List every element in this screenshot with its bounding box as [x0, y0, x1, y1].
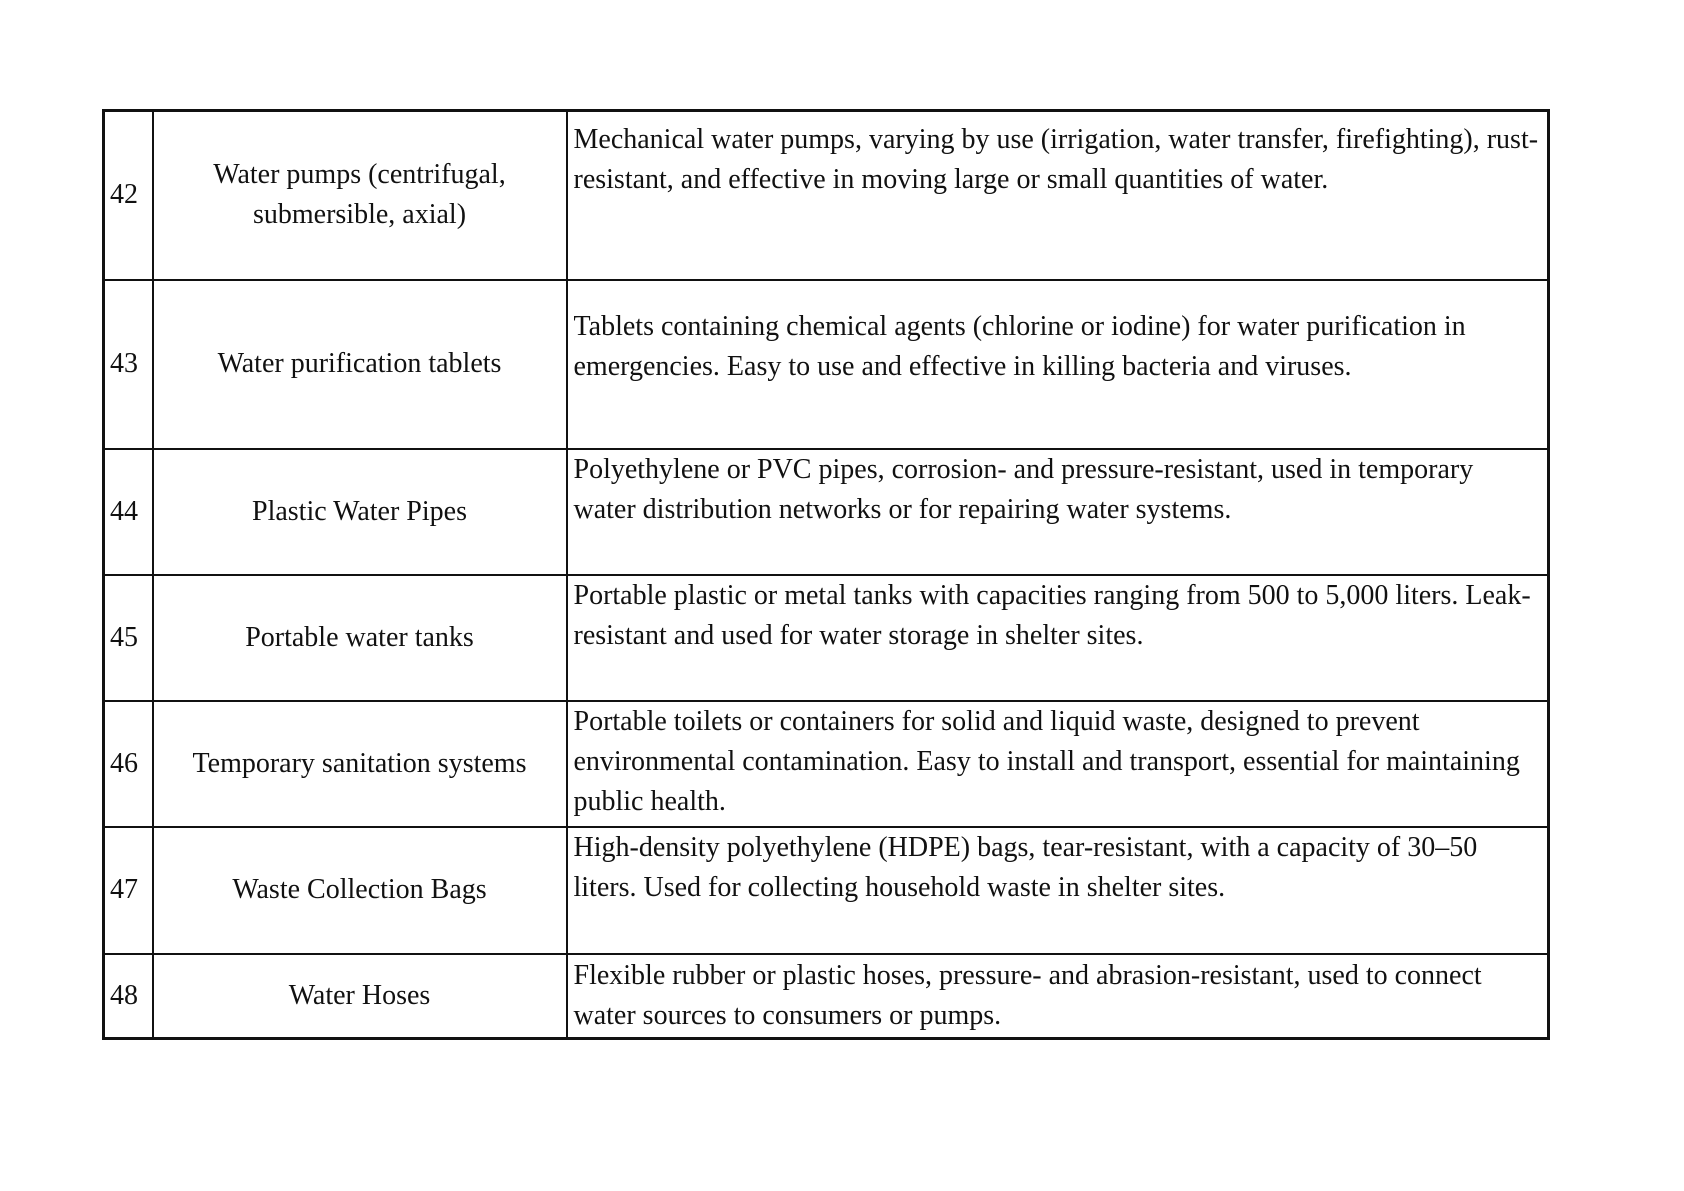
item-name: Water Hoses: [153, 954, 567, 1039]
item-description: Flexible rubber or plastic hoses, pressure- and abrasion-resistant, used to connect water sources to consumers or pumps.: [567, 954, 1549, 1039]
item-description: Portable toilets or containers for solid and liquid waste, designed to prevent environmental contamination. Easy to install and transport, essential for maintaining public health.: [567, 701, 1549, 827]
row-number: 43: [104, 280, 153, 449]
row-number: 48: [104, 954, 153, 1039]
item-description: High-density polyethylene (HDPE) bags, tear-resistant, with a capacity of 30–50 liters. Used for collecting household waste in shelter sites.: [567, 827, 1549, 954]
table-row: [104, 954, 1549, 1039]
row-number: 44: [104, 449, 153, 575]
item-name: Plastic Water Pipes: [153, 449, 567, 575]
table-row: [104, 111, 1549, 280]
table-row: [104, 575, 1549, 701]
row-number: 47: [104, 827, 153, 954]
item-name: Portable water tanks: [153, 575, 567, 701]
item-name: Water purification tablets: [153, 280, 567, 449]
item-description: Polyethylene or PVC pipes, corrosion- and pressure-resistant, used in temporary water distribution networks or for repairing water systems.: [567, 449, 1549, 575]
table-row: [104, 280, 1549, 449]
table-row: [104, 701, 1549, 827]
item-name: Water pumps (centrifugal, submersible, axial): [153, 111, 567, 280]
item-name: Waste Collection Bags: [153, 827, 567, 954]
row-number: 46: [104, 701, 153, 827]
row-number: 45: [104, 575, 153, 701]
item-name: Temporary sanitation systems: [153, 701, 567, 827]
row-number: 42: [104, 111, 153, 280]
item-description: Portable plastic or metal tanks with capacities ranging from 500 to 5,000 liters. Leak-resistant and used for water storage in shelter sites.: [567, 575, 1549, 701]
equipment-table: [102, 109, 1550, 1040]
item-description: Tablets containing chemical agents (chlorine or iodine) for water purification in emergencies. Easy to use and effective in killing bacteria and viruses.: [567, 280, 1549, 449]
item-description: Mechanical water pumps, varying by use (irrigation, water transfer, firefighting), rust-resistant, and effective in moving large or small quantities of water.: [567, 111, 1549, 280]
table-row: [104, 449, 1549, 575]
table-row: [104, 827, 1549, 954]
